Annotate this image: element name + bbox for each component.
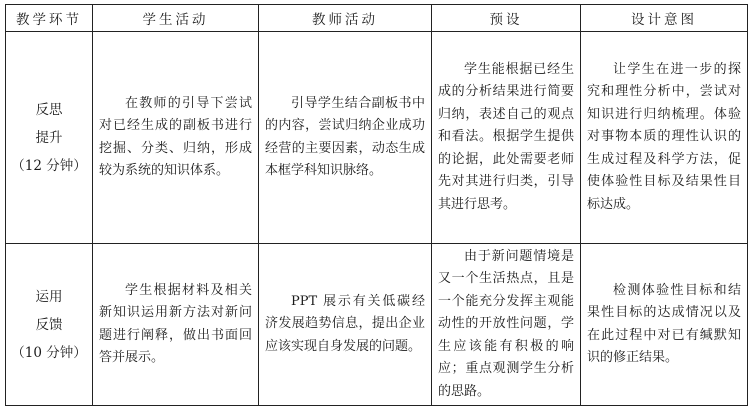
preset-text: 由于新问题情境是又一个生活热点，且是一个能充分发挥主观能动性的开放性问题，学生应该能有积极的响应；重点观测学生分析的思路。 (438, 248, 574, 399)
student-activity-text: 在教师的引导下尝试对已经生成的副板书进行挖掘、分类、归纳，形成较为系统的知识体系。 (99, 95, 252, 178)
header-teacher-activity: 教师活动 (259, 5, 432, 32)
stage-name-line1: 反思 (35, 101, 63, 118)
student-activity-cell (93, 244, 259, 406)
lesson-plan-table (5, 4, 748, 406)
stage-duration: （12 分钟） (11, 157, 87, 174)
teacher-activity-cell (259, 244, 432, 406)
teacher-activity-cell (259, 32, 432, 244)
stage-cell (6, 244, 93, 406)
design-intent-text: 让学生在进一步的探究和理性分析中，尝试对知识进行归纳梳理。体验对事物本质的理性认识的生成过程及科学方法，促使体验性目标及结果性目标达成。 (587, 61, 741, 212)
student-activity-cell (93, 32, 259, 244)
stage-cell (6, 32, 93, 244)
table-row (6, 32, 748, 244)
header-row (6, 5, 748, 32)
stage-name-line1: 运用 (35, 288, 63, 305)
design-intent-cell (581, 244, 748, 406)
teacher-activity-text: 引导学生结合副板书中的内容，尝试归纳企业成功经营的主要因素，动态生成本框学科知识脉络。 (265, 95, 425, 178)
stage-name-line2: 提升 (35, 129, 63, 146)
preset-text: 学生能根据已经生成的分析结果进行简要归纳，表述自己的观点和看法。根据学生提供的论据，此处需要老师先对其进行归类，引导其进行思考。 (438, 61, 574, 212)
teacher-activity-text: PPT 展示有关低碳经济发展趋势信息，提出企业应该实现自身发展的问题。 (265, 293, 425, 354)
header-stage: 教学环节 (6, 5, 93, 32)
header-preset: 预设 (432, 5, 581, 32)
stage-name-line2: 反馈 (35, 316, 63, 333)
design-intent-cell (581, 32, 748, 244)
header-student-activity: 学生活动 (93, 5, 259, 32)
stage-duration: （10 分钟） (11, 344, 87, 361)
preset-cell (432, 32, 581, 244)
design-intent-text: 检测体验性目标和结果性目标的达成情况以及在此过程中对已有缄默知识的修正结果。 (587, 282, 741, 365)
student-activity-text: 学生根据材料及相关新知识运用新方法对新问题进行阐释，做出书面回答并展示。 (99, 282, 252, 365)
preset-cell (432, 244, 581, 406)
table-row (6, 244, 748, 406)
header-design-intent: 设计意图 (581, 5, 748, 32)
